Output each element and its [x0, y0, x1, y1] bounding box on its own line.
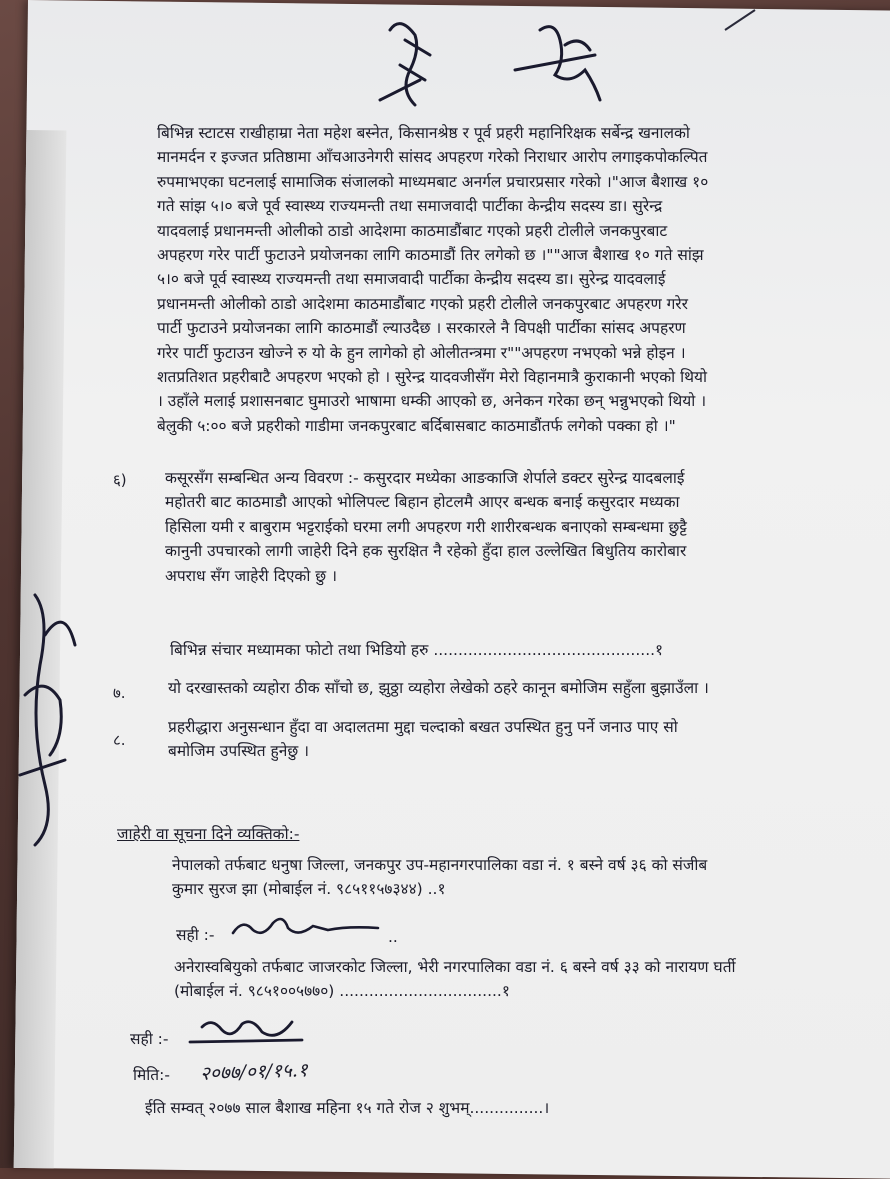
item-8-text [168, 715, 678, 764]
informant-2-line: (मोबाईल नं. ९८५१००५७७०) .................................१ [174, 982, 510, 1001]
item-6-line: कसूरसँग सम्बन्धित अन्य विवरण :- कसुरदार मध्येका आङकाजि शेर्पाले डक्टर सुरेन्द्र यादबलाई [165, 469, 685, 487]
informant-2-line: अनेरास्वबियुको तर्फबाट जाजरकोट जिल्ला, भेरी नगरपालिका वडा नं. ६ बस्ने वर्ष ३३ को नारायण घर्ती [174, 958, 736, 976]
item-6-line: हिसिला यमी र बाबुराम भट्टराईको घरमा लगी अपहरण गरी शारीरबन्धक बनाएको सम्बन्धमा छुट्टै [165, 517, 687, 536]
paragraph-line: पार्टी फुटाउने प्रयोजनका लागि काठमाडौं ल्याउदैछ । सरकारले नै विपक्षी पार्टीका सांसद अपहरण [157, 319, 686, 338]
signature-1-trail: .. [388, 928, 398, 946]
signature-2-label: सही :- [130, 1030, 169, 1048]
complaint-paragraph [157, 121, 877, 438]
signature-1-handwriting [228, 908, 388, 948]
date-handwritten: २०७७/०१/१५.१ [199, 1059, 309, 1085]
closing-line: ईति सम्वत् २०७७ साल बैशाख महिना १५ गते रोज २ शुभम्...............। [145, 1099, 550, 1117]
signature-2-handwriting [182, 1012, 312, 1052]
informant-1-details [172, 853, 707, 902]
paragraph-line: ५।० बजे पूर्व स्वास्थ्य राज्यमन्ती तथा समाजवादी पार्टीका केन्द्रीय सदस्य डा। सुरेन्द्र यादवलाई [157, 270, 666, 289]
informant-heading: जाहेरी वा सूचना दिने व्यक्तिको:- [117, 825, 300, 843]
item-number-8: ८. [113, 731, 126, 749]
item-6-text [165, 466, 885, 588]
item-8-line: बमोजिम उपस्थित हुनेछु । [168, 742, 310, 761]
paragraph-line: बेलुकी ५:०० बजे प्रहरीको गाडीमा जनकपुरबाट बर्दिबासबाट काठमाडौंतर्फ लगेको पक्का हो ।" [157, 416, 676, 435]
pen-stroke-top [720, 5, 760, 35]
item-6-line: महोतरी बाट काठमाडौ आएको भोलिपल्ट बिहान होटलमै आएर बन्धक बनाई कसुरदार मध्यका [165, 493, 680, 512]
item-number-7: ७. [113, 684, 126, 702]
informant-2-details [174, 955, 736, 1004]
paragraph-line: प्रधानमन्ती ओलीको ठाडो आदेशमा काठमाडौंबाट गएको प्रहरी टोलीले जनकपुरबाट अपहरण गरेर [157, 294, 688, 313]
item-number-6: ६) [113, 471, 127, 489]
informant-1-line: कुमार सुरज झा (मोबाईल नं. ९८५११५७३४४) ..१ [172, 880, 446, 899]
paragraph-line: मानमर्दन र इज्जत प्रतिष्ठामा आँचआउनेगरी सांसद अपहरण गरेको निराधार आरोप लगाइकपोकल्पित [157, 148, 708, 167]
item-8-line: प्रहरीद्धारा अनुसन्धान हुँदा वा अदालतमा मुद्दा चल्दाको बखत उपस्थित हुनु पर्ने जनाउ पाए सो [168, 718, 678, 736]
paragraph-line: शतप्रतिशत प्रहरीबाटै अपहरण भएको हो । सुरेन्द्र यादवजीसँग मेरो विहानमात्रै कुराकानी भएको थियो [157, 368, 708, 387]
item-7-text: यो दरखास्तको व्यहोरा ठीक साँचो छ, झुठ्ठा व्यहोरा लेखेको ठहरे कानून बमोजिम सहुँला बुझाउँला । [168, 679, 709, 697]
paragraph-line: यादवलाई प्रधानमन्ती ओलीको ठाडो आदेशमा काठमाडौंबाट गएको प्रहरी टोलीले जनकपुरबाट [157, 221, 668, 240]
evidence-line: बिभिन्न संचार मध्यामका फोटो तथा भिडियो हरु .............................................१ [170, 641, 664, 659]
informant-1-line: नेपालको तर्फबाट धनुषा जिल्ला, जनकपुर उप-महानगरपालिका वडा नं. १ बस्ने वर्ष ३६ को संजीब [172, 856, 708, 874]
margin-signature-left [5, 575, 85, 855]
paragraph-line: अपहरण गरेर पार्टी फुटाउने प्रयोजनका लागि काठमाडौं तिर लगेको छ ।""आज बैशाख १० गते सांझ [157, 246, 704, 265]
handwritten-initial-top-left [370, 10, 450, 120]
item-6-line: कानुनी उपचारको लागी जाहेरी दिने हक सुरक्षित नै रहेको हुँदा हाल उल्लेखित बिधुतिय कारोबार [165, 542, 687, 561]
date-label: मिति:- [133, 1066, 170, 1084]
paragraph-line: । उहाँले मलाई प्रशासनबाट घुमाउरो भाषामा धम्की आएको छ, अनेकन गरेका छन् भन्नुभएको थियो । [157, 392, 707, 411]
paragraph-line: बिभिन्न स्टाटस राखीहाम्रा नेता महेश बस्नेत, किसानश्रेष्ठ र पूर्व प्रहरी महानिरिक्षक सर्बेन्द्र खनालको [157, 124, 690, 142]
signature-1-label: सही :- [176, 926, 215, 944]
item-6-line: अपराध सँग जाहेरी दिएको छु । [165, 566, 337, 585]
paragraph-line: गते सांझ ५।० बजे पूर्व स्वास्थ्य राज्यमन्ती तथा समाजवादी पार्टीका केन्द्रीय सदस्य डा। सुरेन्द्र [157, 197, 663, 216]
paragraph-line: रुपमाभएका घटनलाई सामाजिक संजालको माध्यमबाट अनर्गल प्रचारप्रसार गरेको ।"आज बैशाख १० [157, 172, 709, 191]
paragraph-line: गरेर पार्टी फुटाउन खोज्ने रु यो के हुन लागेको हो ओलीतन्त्रमा र""अपहरण नभएको भन्ने होइन । [157, 343, 686, 362]
handwritten-signature-top-right [505, 15, 615, 115]
